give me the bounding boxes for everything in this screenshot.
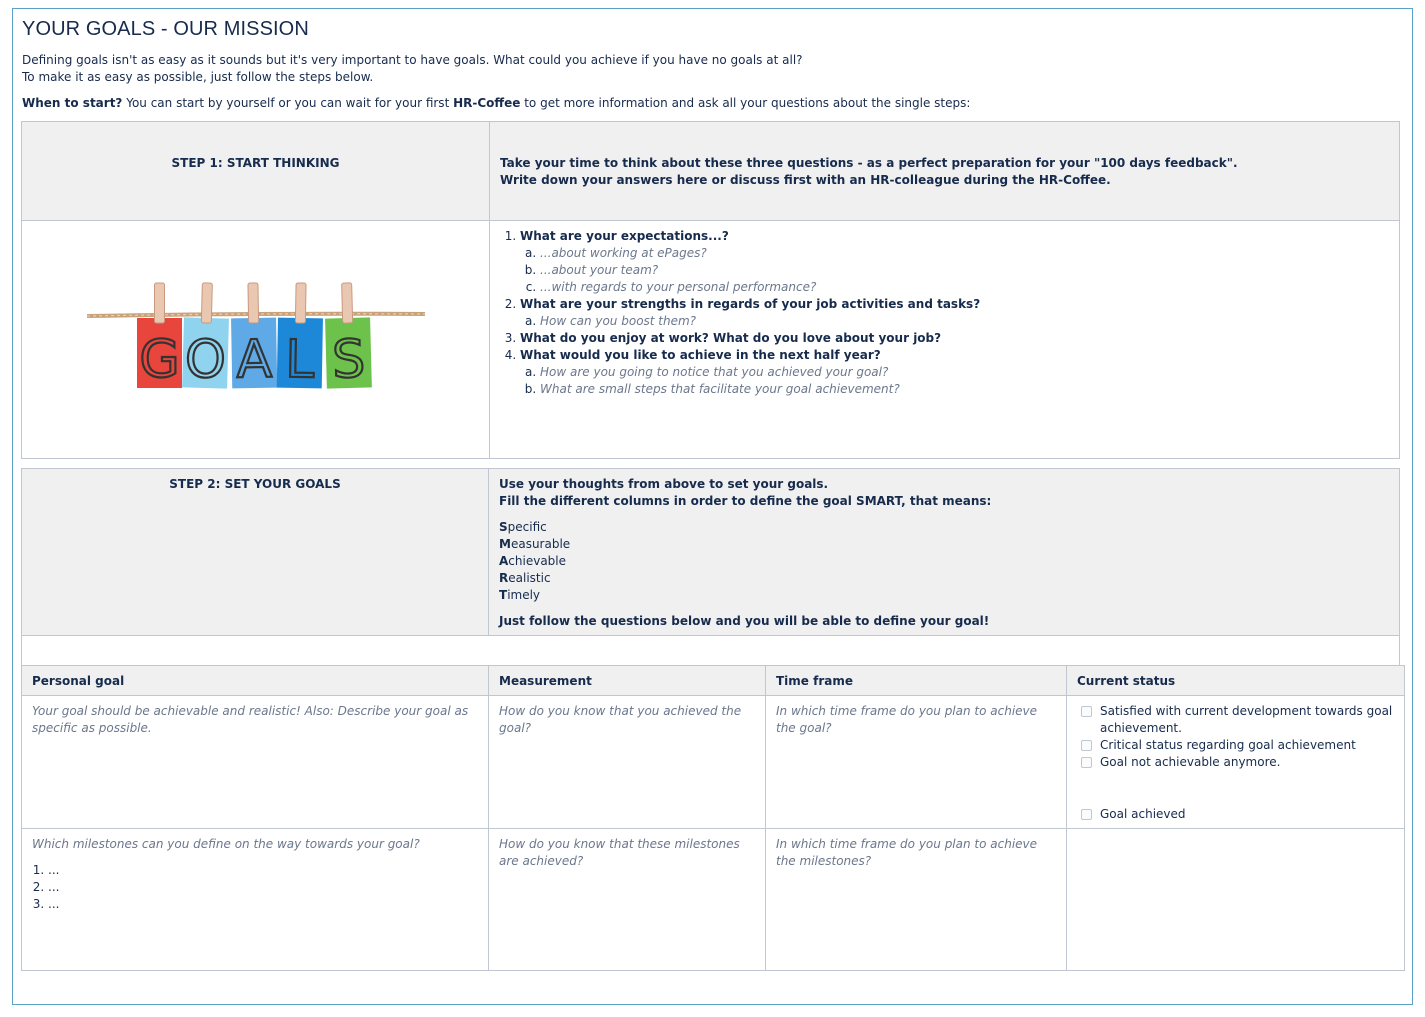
clothespin-icon (248, 283, 259, 323)
smart-item (499, 519, 1389, 536)
goals-image (87, 281, 427, 396)
header-measurement (489, 666, 766, 696)
sub-question-text: How are you going to notice that you achieved your goal? (540, 365, 889, 379)
step1-title: STEP 1: START THINKING (171, 156, 340, 170)
smart-letter: R (499, 571, 509, 585)
sub-question-item (540, 262, 1389, 279)
goal-card-letter: A (235, 329, 273, 391)
milestones-measurement-placeholder: How do you know that these milestones are achieved? (499, 837, 740, 868)
smart-letter: M (499, 537, 511, 551)
spacer-row (22, 636, 1400, 666)
step1-questions-cell (490, 221, 1400, 459)
goal-card-letter: L (284, 329, 315, 391)
goal-cell[interactable] (22, 696, 489, 829)
status-option-satisfied[interactable] (1079, 703, 1394, 737)
sub-question-item (540, 279, 1389, 296)
hr-coffee-label: HR-Coffee (453, 96, 521, 110)
status-option-achieved[interactable] (1079, 806, 1394, 823)
sub-question-item (540, 381, 1389, 398)
step1-title-cell (22, 122, 490, 221)
status-label: Satisfied with current development towards goal achievement. (1100, 704, 1393, 735)
smart-rest: imely (507, 588, 541, 602)
sub-question-list (520, 313, 1389, 330)
smart-rest: ealistic (508, 571, 551, 585)
sub-question-text: How can you boost them? (540, 314, 697, 328)
intro-text (22, 52, 803, 86)
sub-question-text: What are small steps that facilitate your goal achievement? (540, 382, 900, 396)
sub-question-item (540, 245, 1389, 262)
goals-image-cell (22, 221, 490, 459)
sub-question-text: ...about working at ePages? (540, 246, 707, 260)
question-text: What are your strengths in regards of your job activities and tasks? (520, 297, 981, 311)
goal-card-letter: S (331, 329, 366, 391)
when-text-1: You can start by yourself or you can wait for your first (122, 96, 454, 110)
when-text-2: to get more information and ask all your questions about the single steps: (520, 96, 971, 110)
step1-table (21, 121, 1400, 459)
sub-question-list (520, 364, 1389, 398)
smart-item (499, 587, 1389, 604)
smart-item (499, 553, 1389, 570)
header-personal-goal (22, 666, 489, 696)
sub-question-item (540, 364, 1389, 381)
status-option-not-achievable[interactable] (1079, 754, 1394, 771)
timeframe-placeholder: In which time frame do you plan to achieve the goal? (776, 704, 1038, 735)
goals-table (21, 665, 1405, 971)
goal-card (230, 283, 277, 391)
step2-title-cell (22, 469, 489, 636)
milestones-measurement-cell[interactable] (489, 829, 766, 971)
goal-placeholder: Your goal should be achievable and realistic! Also: Describe your goal as specific as possible. (32, 704, 469, 735)
checkbox[interactable] (1081, 740, 1092, 751)
step2-title: STEP 2: SET YOUR GOALS (169, 477, 341, 491)
step2-footer: Just follow the questions below and you will be able to define your goal! (499, 614, 990, 628)
goal-card (277, 283, 324, 391)
milestones-cell[interactable] (22, 829, 489, 971)
page-title: YOUR GOALS - OUR MISSION (22, 18, 309, 40)
checkbox[interactable] (1081, 706, 1092, 717)
status-option-critical[interactable] (1079, 737, 1394, 754)
milestones-timeframe-placeholder: In which time frame do you plan to achieve the milestones? (776, 837, 1038, 868)
step2-desc-cell (489, 469, 1400, 636)
milestones-status-cell[interactable] (1067, 829, 1405, 971)
clothespin-icon (155, 283, 165, 323)
measurement-placeholder: How do you know that you achieved the goal? (499, 704, 742, 735)
question-text: What would you like to achieve in the next half year? (520, 348, 881, 362)
milestones-timeframe-cell[interactable] (766, 829, 1067, 971)
milestone-item[interactable]: 1. ... (48, 862, 478, 879)
question-text: What do you enjoy at work? What do you love about your job? (520, 331, 942, 345)
goal-card-letter: G (139, 330, 180, 390)
status-cell (1067, 696, 1405, 829)
header-measurement-label: Measurement (499, 674, 592, 688)
sub-question-item (540, 313, 1389, 330)
when-label: When to start? (22, 96, 123, 110)
checkbox[interactable] (1081, 757, 1092, 768)
smart-letter: S (499, 520, 508, 534)
milestone-item[interactable]: 3. ... (48, 896, 478, 913)
checkbox[interactable] (1081, 809, 1092, 820)
status-label: Critical status regarding goal achievement (1100, 738, 1356, 752)
status-label: Goal achieved (1100, 807, 1186, 821)
sub-question-text: ...about your team? (540, 263, 659, 277)
step1-desc-2: Write down your answers here or discuss first with an HR-colleague during the HR-Coffee. (500, 173, 1111, 187)
smart-letter: T (499, 588, 508, 602)
header-time-frame (766, 666, 1067, 696)
intro-line-1: Defining goals isn't as easy as it sounds but it's very important to have goals. What could you achieve if you have no goals at all? (22, 53, 803, 67)
smart-rest: chievable (508, 554, 567, 568)
goal-card-letter: O (184, 329, 227, 391)
smart-rest: pecific (507, 520, 547, 534)
milestone-item[interactable]: 2. ... (48, 879, 478, 896)
step2-desc-2: Fill the different columns in order to define the goal SMART, that means: (499, 494, 992, 508)
step1-desc-1: Take your time to think about these three questions - as a perfect preparation for your "100 days feedback". (500, 156, 1238, 170)
question-item (520, 296, 1389, 330)
timeframe-cell[interactable] (766, 696, 1067, 829)
goal-card (324, 282, 372, 390)
header-time-frame-label: Time frame (776, 674, 853, 688)
step1-desc-cell (490, 122, 1400, 221)
smart-letter: A (499, 554, 509, 568)
smart-list (499, 519, 1389, 604)
intro-line-2: To make it as easy as possible, just follow the steps below. (22, 70, 374, 84)
question-item (520, 228, 1389, 296)
sub-question-text: ...with regards to your personal performance? (540, 280, 817, 294)
goal-card (182, 282, 230, 390)
clothespin-icon (342, 283, 353, 323)
goal-card (137, 283, 182, 390)
smart-item (499, 536, 1389, 553)
clothespin-icon (295, 283, 306, 323)
milestones-list (32, 862, 478, 913)
when-to-start (22, 95, 970, 112)
smart-item (499, 570, 1389, 587)
header-personal-goal-label: Personal goal (32, 674, 125, 688)
step2-table (21, 468, 1400, 666)
smart-rest: easurable (510, 537, 571, 551)
status-label: Goal not achievable anymore. (1100, 755, 1281, 769)
milestones-placeholder: Which milestones can you define on the way towards your goal? (32, 837, 420, 851)
question-item (520, 347, 1389, 398)
clothespin-icon (201, 283, 212, 323)
question-text: What are your expectations...? (520, 229, 729, 243)
header-current-status-label: Current status (1077, 674, 1176, 688)
question-item (520, 330, 1389, 347)
measurement-cell[interactable] (489, 696, 766, 829)
sub-question-list (520, 245, 1389, 296)
questions-list (500, 228, 1389, 398)
step2-desc-1: Use your thoughts from above to set your goals. (499, 477, 829, 491)
header-current-status (1067, 666, 1405, 696)
